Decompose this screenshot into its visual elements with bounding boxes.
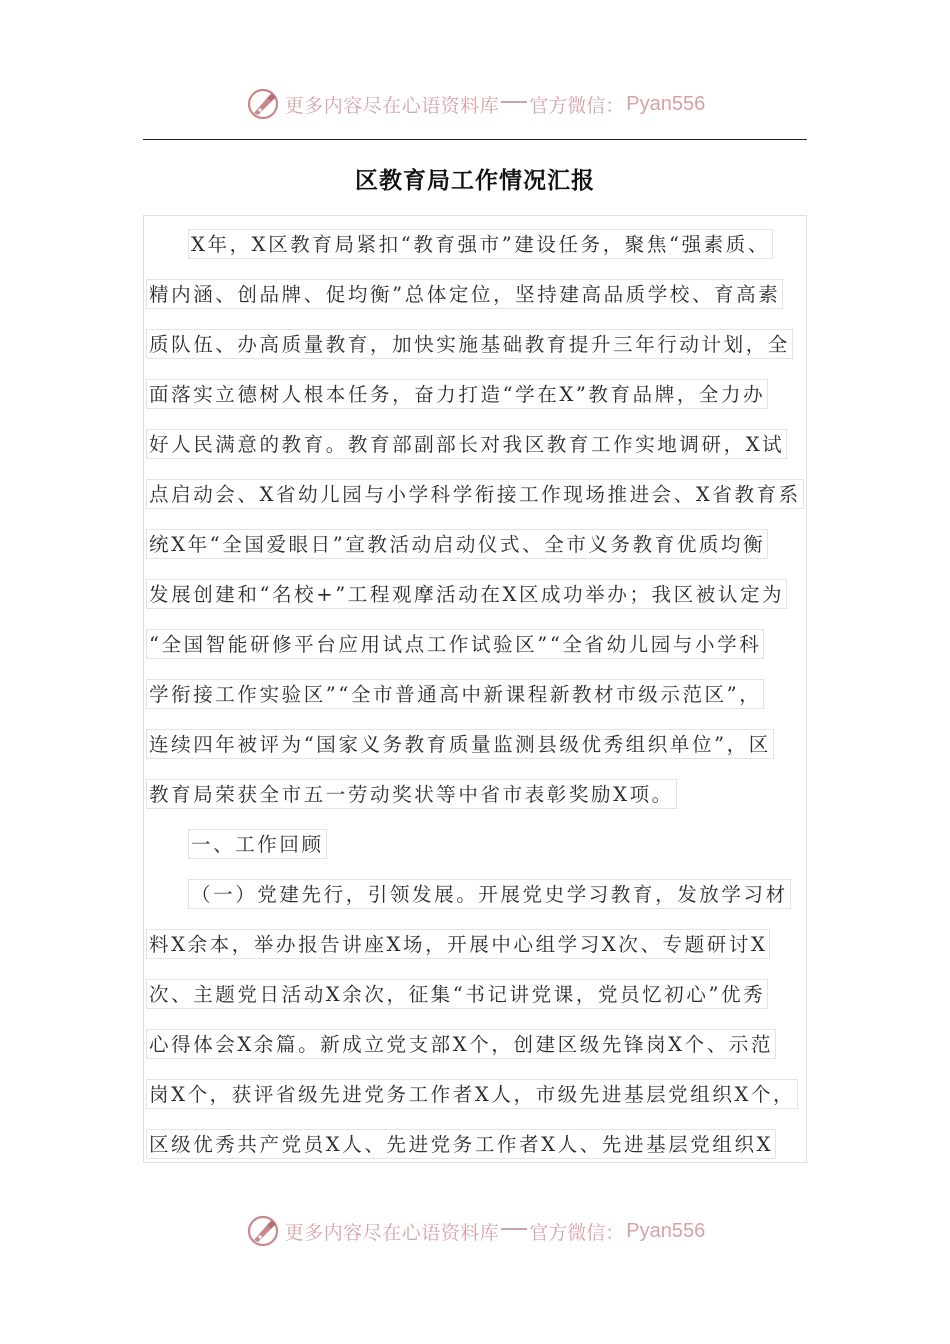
banner-dash [501, 101, 527, 103]
text-line: 面落实立德树人根本任务，奋力打造“学在X”教育品牌，全力办 [146, 379, 768, 409]
text-line: 料X余本，举办报告讲座X场，开展中心组学习X次、专题研讨X [146, 929, 770, 959]
text-line: “全国智能研修平台应用试点工作试验区”“全省幼儿园与小学科 [146, 629, 764, 659]
text-line: 区级优秀共产党员X人、先进党务工作者X人、先进基层党组织X [146, 1129, 776, 1159]
text-line: 点启动会、X省幼儿园与小学科学衔接工作现场推进会、X省教育系 [146, 479, 804, 509]
text-line: 发展创建和“名校+”工程观摩活动在X区成功举办；我区被认定为 [146, 579, 787, 609]
header-banner [0, 82, 950, 126]
banner-dash [501, 1228, 527, 1230]
text-line: 统X年“全国爱眼日”宣教活动启动仪式、全市义务教育优质均衡 [146, 529, 768, 559]
text-line: 精内涵、创品牌、促均衡”总体定位，坚持建高品质学校、育高素 [146, 279, 783, 309]
text-line: （一）党建先行，引领发展。开展党史学习教育，发放学习材 [188, 879, 791, 909]
text-line: 好人民满意的教育。教育部副部长对我区教育工作实地调研，X试 [146, 429, 787, 459]
text-line: 心得体会X余篇。新成立党支部X个，创建区级先锋岗X个、示范 [146, 1029, 776, 1059]
document-title: 区教育局工作情况汇报 [355, 168, 595, 194]
text-line: 质队伍、办高质量教育，加快实施基础教育提升三年行动计划，全 [146, 329, 793, 359]
text-line: 岗X个，获评省级先进党务工作者X人，市级先进基层党组织X个， [146, 1079, 798, 1109]
text-line: 次、主题党日活动X余次，征集“书记讲党课，党员忆初心”优秀 [146, 979, 768, 1009]
banner-wechat-id: Pyan556 [626, 92, 706, 115]
text-line: 学衔接工作实验区”“全市普通高中新课程新教材市级示范区”， [146, 679, 764, 709]
pen-nib-logo-icon [245, 86, 281, 122]
text-line: 教育局荣获全市五一劳动奖状等中省市表彰奖励X项。 [146, 779, 677, 809]
text-line: 连续四年被评为“国家义务教育质量监测县级优秀组织单位”，区 [146, 729, 774, 759]
banner-site-name: 更多内容尽在心语资料库 [284, 94, 500, 117]
banner-wechat-id: Pyan556 [626, 1219, 706, 1242]
banner-wechat-label: 官方微信： [529, 1221, 625, 1244]
banner-site-name: 更多内容尽在心语资料库 [284, 1221, 500, 1244]
section-heading: 一、工作回顾 [188, 829, 327, 859]
text-line: X年，X区教育局紧扣“教育强市”建设任务，聚焦“强素质、 [188, 229, 773, 259]
footer-banner [0, 1209, 950, 1253]
header-rule [143, 139, 807, 140]
banner-wechat-label: 官方微信： [529, 94, 625, 117]
pen-nib-logo-icon [245, 1213, 281, 1249]
